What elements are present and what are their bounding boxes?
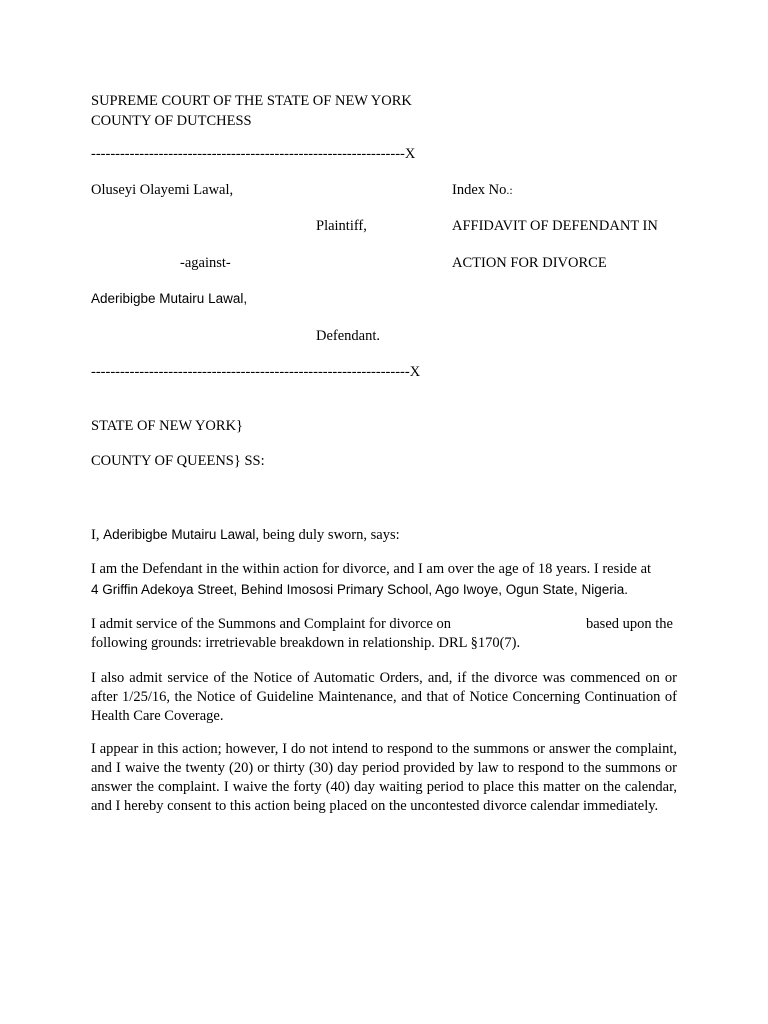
paragraph-residence-line1: I am the Defendant in the within action for divorce, and I am over the age of 18 years. I reside at bbox=[91, 561, 652, 577]
venue-county: COUNTY OF QUEENS} SS: bbox=[91, 453, 265, 469]
defendant-name: Aderibigbe Mutairu Lawal, bbox=[91, 291, 248, 306]
paragraph-notices: I also admit service of the Notice of Automatic Orders, and, if the divorce was commenced on or after 1/25/16, the Notice of Guideline Maintenance, and that of Notice Concerning Continuation of Health Care Coverage. bbox=[91, 670, 677, 724]
plaintiff-label: Plaintiff, bbox=[316, 218, 367, 234]
document-title-line2: ACTION FOR DIVORCE bbox=[452, 255, 607, 271]
document-title-line1: AFFIDAVIT OF DEFENDANT IN bbox=[452, 218, 658, 234]
paragraph-service-line1: I admit service of the Summons and Complaint for divorce on bbox=[91, 616, 452, 632]
paragraph-service-grounds-label: based upon the bbox=[586, 616, 673, 632]
plaintiff-name: Oluseyi Olayemi Lawal, bbox=[91, 182, 234, 198]
index-number-label: Index No.: bbox=[452, 182, 513, 198]
against-label: -against- bbox=[180, 255, 231, 271]
court-county: COUNTY OF DUTCHESS bbox=[91, 113, 252, 129]
caption-separator-top: -----------------------------------------------------------------X bbox=[91, 146, 416, 162]
defendant-label: Defendant. bbox=[316, 328, 381, 344]
paragraph-residence-address: 4 Griffin Adekoya Street, Behind Imososi Primary School, Ago Iwoye, Ogun State, Nigeria. bbox=[91, 582, 629, 597]
venue-state: STATE OF NEW YORK} bbox=[91, 418, 244, 434]
oath-line: I, Aderibigbe Mutairu Lawal, being duly sworn, says: bbox=[91, 527, 400, 543]
caption-separator-bottom: ------------------------------------------------------------------X bbox=[91, 364, 421, 380]
paragraph-service-line2: following grounds: irretrievable breakdown in relationship. DRL §170(7). bbox=[91, 635, 521, 651]
paragraph-waiver: I appear in this action; however, I do not intend to respond to the summons or answer the complaint, and I waive the twenty (20) or thirty (30) day period provided by law to respond to the summons or answer the complaint. I waive the forty (40) day waiting period to place this matter on the calendar, and I hereby consent to this action being placed on the uncontested divorce calendar immediately. bbox=[91, 741, 677, 814]
court-name: SUPREME COURT OF THE STATE OF NEW YORK bbox=[91, 93, 412, 109]
